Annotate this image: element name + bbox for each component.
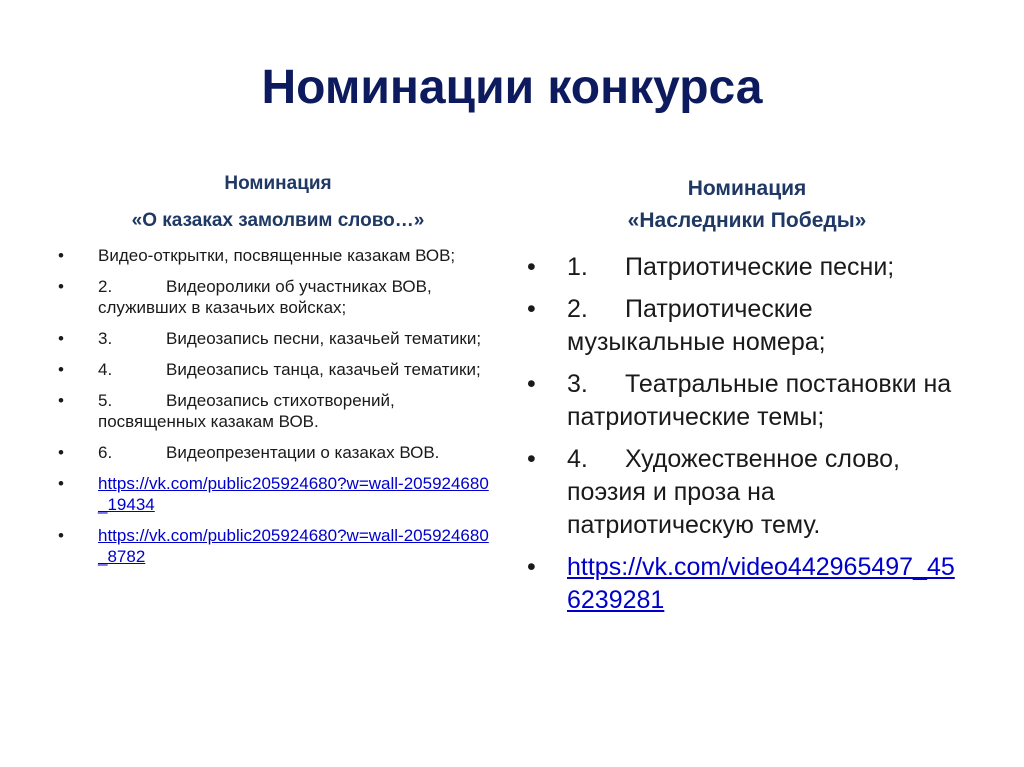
right-heading-title: «Наследники Победы» — [627, 209, 867, 232]
list-item-number: 1. — [567, 253, 588, 281]
bullet-icon: • — [527, 253, 536, 281]
bullet-icon: • — [527, 553, 536, 581]
right-column — [527, 173, 967, 626]
left-heading-label: Номинация — [224, 173, 332, 194]
list-item-link — [58, 525, 498, 567]
list-item-number: 2. — [567, 295, 588, 323]
list-item-number: 5. — [98, 391, 113, 410]
list-item — [58, 328, 498, 349]
list-item-number: 3. — [98, 329, 113, 348]
bullet-icon: • — [527, 445, 536, 473]
left-list — [58, 245, 498, 567]
list-item-number: 2. — [98, 277, 113, 296]
list-item-text: Видео-открытки, посвященные казакам ВОВ; — [98, 246, 456, 265]
list-item-link — [527, 551, 967, 617]
list-item-number: 3. — [567, 370, 588, 398]
bullet-icon: • — [58, 246, 64, 265]
bullet-icon: • — [58, 474, 64, 493]
list-item — [527, 368, 967, 434]
left-column — [58, 165, 498, 577]
list-item-number: 4. — [567, 445, 588, 473]
bullet-icon: • — [527, 295, 536, 323]
list-item-text: Видеоролики об участниках ВОВ, служивших в казачьих войсках; — [98, 277, 432, 317]
list-item — [527, 251, 967, 284]
vk-post-link-1[interactable]: https://vk.com/public205924680?w=wall-205924680_19434 — [98, 474, 489, 514]
list-item — [527, 293, 967, 359]
list-item-text: Видеозапись стихотворений, посвященных казакам ВОВ. — [98, 391, 395, 431]
vk-post-link-2[interactable]: https://vk.com/public205924680?w=wall-205924680_8782 — [98, 526, 489, 566]
right-list — [527, 251, 967, 617]
list-item-text: Театральные постановки на патриотические темы; — [567, 370, 952, 431]
right-heading-label: Номинация — [687, 177, 807, 200]
list-item-text: Художественное слово, поэзия и проза на патриотическую тему. — [567, 445, 900, 539]
list-item-text: Патриотические песни; — [625, 253, 895, 281]
list-item-text: Видеозапись песни, казачьей тематики; — [166, 329, 482, 348]
bullet-icon: • — [58, 360, 64, 379]
list-item-number: 4. — [98, 360, 113, 379]
left-heading — [58, 165, 498, 239]
list-item — [58, 245, 498, 266]
bullet-icon: • — [527, 370, 536, 398]
list-item-text: Видеопрезентации о казаках ВОВ. — [166, 443, 440, 462]
list-item — [527, 443, 967, 542]
list-item — [58, 390, 498, 432]
bullet-icon: • — [58, 329, 64, 348]
list-item — [58, 442, 498, 463]
right-heading — [527, 173, 967, 237]
bullet-icon: • — [58, 391, 64, 410]
vk-video-link[interactable]: https://vk.com/video442965497_456239281 — [567, 553, 955, 614]
list-item-link — [58, 473, 498, 515]
bullet-icon: • — [58, 443, 64, 462]
list-item-text: Видеозапись танца, казачьей тематики; — [166, 360, 481, 379]
left-heading-title: «О казаках замолвим слово…» — [131, 210, 425, 231]
list-item-text: Патриотические музыкальные номера; — [567, 295, 826, 356]
bullet-icon: • — [58, 277, 64, 296]
slide-title: Номинации конкурса — [261, 61, 763, 114]
list-item — [58, 276, 498, 318]
list-item — [58, 359, 498, 380]
list-item-number: 6. — [98, 443, 113, 462]
bullet-icon: • — [58, 526, 64, 545]
